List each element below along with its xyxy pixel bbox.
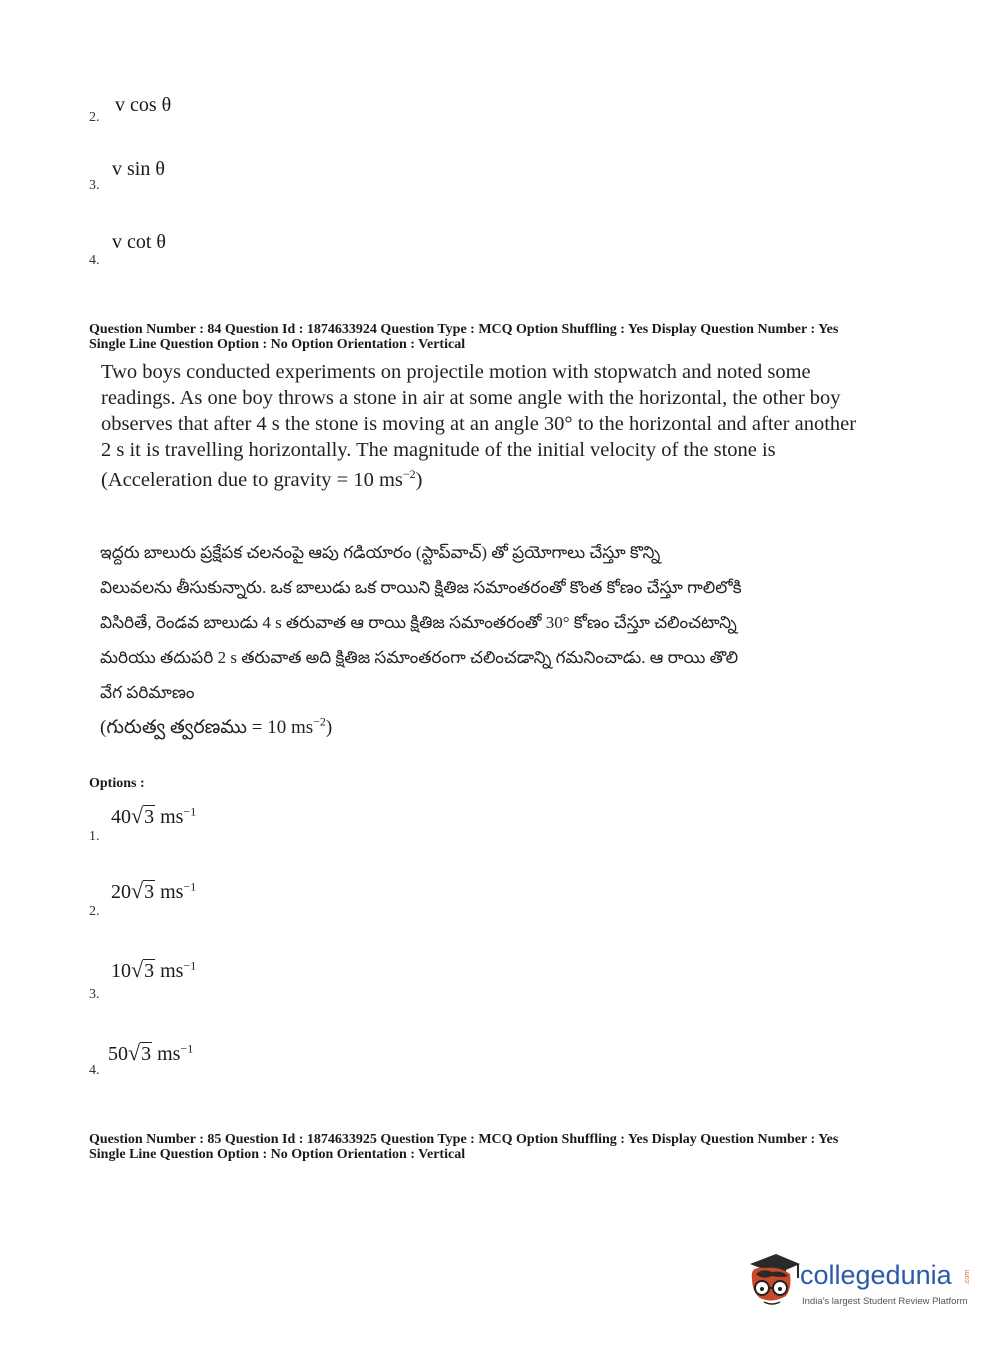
option-unit: ms	[160, 960, 184, 982]
question-meta	[89, 1132, 838, 1162]
sqrt-symbol: √3	[131, 957, 155, 982]
sqrt-symbol: √3	[131, 803, 155, 828]
option-4[interactable]	[108, 1040, 193, 1066]
question-meta-line1: Question Number : 85 Question Id : 1874633925 Question Type : MCQ Option Shuffling : Yes Display Question Number : Yes	[89, 1132, 839, 1147]
option-text: v sin θ	[112, 158, 165, 180]
option-coef: 10	[111, 960, 131, 982]
question-text-telugu	[100, 535, 880, 745]
question-line: విలువలను తీసుకున్నారు. ఒక బాలుడు ఒక రాయిని క్షితిజ సమాంతరంతో కొంత కోణం చేస్తూ గాలిలోకి	[100, 578, 742, 597]
logo-tagline: India's largest Student Review Platform	[802, 1296, 968, 1307]
question-line: మరియు తదుపరి 2 s తరువాత అది క్షితిజ సమాంతరంగా చలించడాన్ని గమనించాడు. ఆ రాయి తొలి	[100, 648, 739, 667]
option-unit: ms	[160, 881, 184, 903]
option-coef: 50	[108, 1043, 128, 1065]
option-root: 3	[144, 960, 155, 982]
gravity-note-telugu	[100, 710, 880, 745]
sqrt-symbol: √3	[131, 878, 155, 903]
gravity-close: )	[325, 717, 333, 738]
option-exponent: −1	[183, 804, 197, 819]
question-line: 2 s it is travelling horizontally. The magnitude of the initial velocity of the stone is	[101, 439, 776, 461]
option-unit: ms	[157, 1043, 181, 1065]
option-unit: ms	[160, 806, 184, 828]
gravity-text: (గురుత్వ త్వరణము = 10 ms	[100, 717, 314, 738]
question-line: విసిరితే, రెండవ బాలుడు 4 s తరువాత ఆ రాయి క్షితిజ సమాంతరంతో 30° కోణం చేస్తూ చలించటాన్ని	[100, 613, 737, 632]
option-number: 3.	[89, 178, 100, 193]
gravity-exponent: −2	[402, 467, 416, 482]
question-line: Two boys conducted experiments on projectile motion with stopwatch and noted some	[101, 361, 811, 383]
question-line: observes that after 4 s the stone is moving at an angle 30° to the horizontal and after another	[101, 413, 857, 435]
option-exponent: −1	[180, 1041, 194, 1056]
gravity-note	[101, 467, 891, 493]
option-number: 2.	[89, 110, 100, 125]
sqrt-symbol: √3	[128, 1040, 152, 1065]
question-text-english	[101, 359, 891, 493]
option-number: 4.	[89, 1063, 100, 1078]
question-line: ఇద్దరు బాలురు ప్రక్షేపక చలనంపై ఆపు గడియారం (స్టాప్‌వాచ్) తో ప్రయోగాలు చేస్తూ కొన్ని	[100, 543, 661, 562]
option-number: 4.	[89, 253, 100, 268]
option-3[interactable]	[111, 957, 196, 983]
option-number: 2.	[89, 904, 100, 919]
option-exponent: −1	[183, 879, 197, 894]
option-coef: 20	[111, 881, 131, 903]
question-meta-line1: Question Number : 84 Question Id : 1874633924 Question Type : MCQ Option Shuffling : Yes Display Question Number : Yes	[89, 322, 839, 337]
collegedunia-logo	[742, 1248, 972, 1318]
question-meta-line2: Single Line Question Option : No Option Orientation : Vertical	[89, 337, 466, 352]
question-meta-line2: Single Line Question Option : No Option Orientation : Vertical	[89, 1147, 466, 1162]
option-root: 3	[144, 881, 155, 903]
gravity-text: (Acceleration due to gravity = 10 ms	[101, 469, 403, 491]
option-text: v cot θ	[112, 231, 167, 253]
logo-suffix: .com	[964, 1269, 972, 1286]
option-2[interactable]	[111, 878, 196, 904]
option-number: 1.	[89, 829, 100, 844]
option-number: 3.	[89, 987, 100, 1002]
mascot-icon	[742, 1248, 802, 1314]
question-meta	[89, 322, 838, 352]
logo-name: collegedunia	[800, 1260, 952, 1290]
option-root: 3	[144, 806, 155, 828]
option-text: v cos θ	[115, 94, 172, 116]
option-1[interactable]	[111, 803, 196, 829]
question-line: వేగ పరిమాణం	[100, 683, 195, 702]
options-label: Options :	[89, 776, 145, 791]
question-line: readings. As one boy throws a stone in air at some angle with the horizontal, the other boy	[101, 387, 841, 409]
gravity-close: )	[415, 469, 423, 491]
gravity-exponent: −2	[313, 714, 326, 729]
option-exponent: −1	[183, 958, 197, 973]
option-coef: 40	[111, 806, 131, 828]
option-root: 3	[141, 1043, 152, 1065]
